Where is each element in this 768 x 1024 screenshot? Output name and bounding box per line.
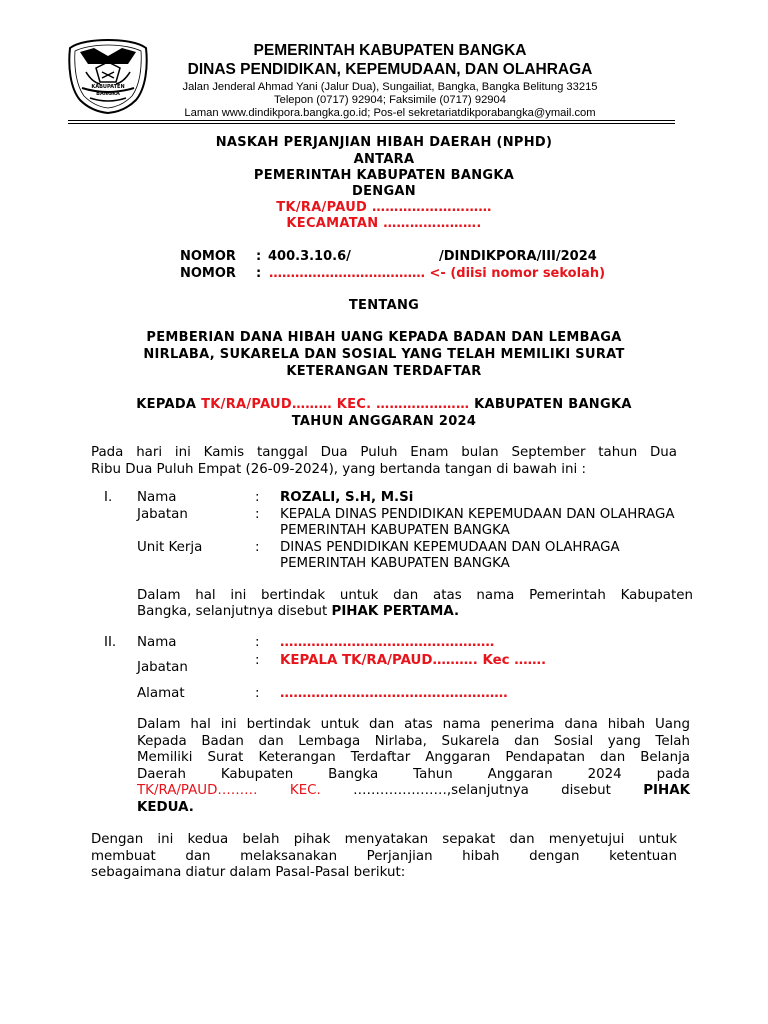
party1-designation: PIHAK PERTAMA. — [331, 604, 460, 619]
party1-note-line-1: Dalam hal ini bertindak untuk dan atas nama Pemerintah Kabupaten — [137, 588, 693, 603]
logo-text-top: KABUPATEN — [91, 84, 125, 90]
party2-name-colon: : — [255, 635, 260, 650]
title-district-placeholder: KECAMATAN …………………. — [286, 216, 482, 231]
nomor-label: NOMOR — [180, 249, 236, 264]
party1-unit-label: Unit Kerja — [137, 540, 203, 555]
recipient-placeholder: TK/RA/PAUD……… KEC. ………………… — [201, 397, 470, 412]
recipient-line — [0, 397, 768, 412]
title-between: ANTARA — [353, 152, 415, 167]
letterhead-divider — [68, 120, 675, 121]
party2-school-placeholder: TK/RA/PAUD……… — [137, 783, 258, 798]
subject-line-2: NIRLABA, SUKARELA DAN SOSIAL YANG TELAH MEMILIKI SURAT — [143, 347, 625, 362]
party1-name-label: Nama — [137, 490, 177, 505]
party2-address-placeholder: …………………………………………… — [280, 686, 508, 701]
party2-note-line-2: Kepada Badan dan Lembaga Nirlaba, Sukarela dan Sosial yang Telah — [137, 734, 690, 749]
closing-line-2: membuat dan melaksanakan Perjanjian hibah dengan ketentuan — [91, 849, 677, 864]
nomor-colon-2: : — [256, 266, 262, 281]
party2-name-placeholder: ………………………………………… — [280, 635, 495, 650]
intro-line-1: Pada hari ini Kamis tanggal Dua Puluh Enam bulan September tahun Dua — [91, 445, 677, 460]
nomor-school-placeholder: ……………………………… <- (diisi nomor sekolah) — [269, 266, 606, 281]
nomor-label-2: NOMOR — [180, 266, 236, 281]
party2-number: II. — [104, 635, 117, 650]
party1-number: I. — [104, 490, 113, 505]
party2-note-line-4: Daerah Kabupaten Bangka Tahun Anggaran 2024 pada — [137, 767, 690, 782]
letterhead-divider-thin — [68, 123, 675, 124]
regency-seal-logo-icon — [66, 38, 150, 114]
document-title: NASKAH PERJANJIAN HIBAH DAERAH (NPHD) — [215, 135, 553, 150]
party2-position-colon: : — [255, 653, 260, 668]
party1-unit-line-1: DINAS PENDIDIKAN KEPEMUDAAN DAN OLAHRAGA — [280, 540, 620, 555]
recipient-suffix: KABUPATEN BANGKA — [469, 397, 632, 412]
letterhead-address: Jalan Jenderal Ahmad Yani (Jalur Dua), Sungailiat, Bangka, Bangka Belitung 33215 — [182, 81, 598, 93]
letterhead-government: PEMERINTAH KABUPATEN BANGKA — [253, 42, 527, 59]
party2-note-word: disebut — [561, 783, 611, 798]
nomor-colon: : — [256, 249, 262, 264]
letterhead-phone: Telepon (0717) 92904; Faksimile (0717) 92904 — [274, 94, 506, 106]
party2-note-line-1: Dalam hal ini bertindak untuk dan atas nama penerima dana hibah Uang — [137, 717, 690, 732]
party2-name-label: Nama — [137, 635, 177, 650]
letterhead-web: Laman www.dindikpora.bangka.go.id; Pos-el sekretariatdikporabangka@ymail.com — [184, 107, 596, 119]
party2-district-label: KEC. — [289, 783, 321, 798]
closing-line-1: Dengan ini kedua belah pihak menyatakan sepakat dan menyetujui untuk — [91, 832, 677, 847]
subject-line-3: KETERANGAN TERDAFTAR — [286, 364, 482, 379]
party2-note-line-3: Memiliki Surat Keterangan Terdaftar Anggaran Pendapatan dan Belanja — [137, 750, 690, 765]
party1-position-label: Jabatan — [137, 507, 188, 522]
party1-unit-line-2: PEMERINTAH KABUPATEN BANGKA — [280, 556, 510, 571]
party2-position-label: Jabatan — [137, 660, 188, 675]
subject-line-1: PEMBERIAN DANA HIBAH UANG KEPADA BADAN DAN LEMBAGA — [146, 330, 622, 345]
closing-line-3: sebagaimana diatur dalam Pasal-Pasal berikut: — [91, 865, 406, 880]
title-first-party: PEMERINTAH KABUPATEN BANGKA — [253, 168, 515, 183]
party2-designation-part2: KEDUA. — [137, 800, 194, 815]
party1-unit-colon: : — [255, 540, 260, 555]
party1-note-text: Bangka, selanjutnya disebut — [137, 604, 332, 619]
party2-address-colon: : — [255, 686, 260, 701]
party1-position-colon: : — [255, 507, 260, 522]
nomor-value-right: /DINDIKPORA/III/2024 — [439, 249, 597, 264]
title-school-placeholder: TK/RA/PAUD ……………………… — [276, 200, 492, 215]
party1-name-value: ROZALI, S.H, M.Si — [280, 490, 414, 505]
party2-address-label: Alamat — [137, 686, 185, 701]
logo-text-bottom: BANGKA — [96, 91, 120, 97]
letterhead-agency: DINAS PENDIDIKAN, KEPEMUDAAN, DAN OLAHRAGA — [187, 61, 593, 78]
party1-position-line-1: KEPALA DINAS PENDIDIKAN KEPEMUDAAN DAN OLAHRAGA — [280, 507, 675, 522]
intro-line-2: Ribu Dua Puluh Empat (26-09-2024), yang bertanda tangan di bawah ini : — [91, 462, 586, 477]
party1-position-line-2: PEMERINTAH KABUPATEN BANGKA — [280, 523, 510, 538]
nomor-value-left: 400.3.10.6/ — [268, 249, 351, 264]
party2-note-dots: …………………,selanjutnya — [353, 783, 529, 798]
party2-designation-part1: PIHAK — [643, 783, 690, 798]
party1-note-line-2 — [137, 604, 459, 619]
title-with: DENGAN — [352, 184, 416, 199]
party2-position-placeholder: KEPALA TK/RA/PAUD………. Kec ……. — [280, 653, 547, 668]
recipient-prefix: KEPADA — [136, 397, 202, 412]
party1-name-colon: : — [255, 490, 260, 505]
tentang-heading: TENTANG — [348, 298, 420, 313]
party2-note-line-5 — [137, 783, 690, 798]
fiscal-year: TAHUN ANGGARAN 2024 — [291, 414, 477, 429]
